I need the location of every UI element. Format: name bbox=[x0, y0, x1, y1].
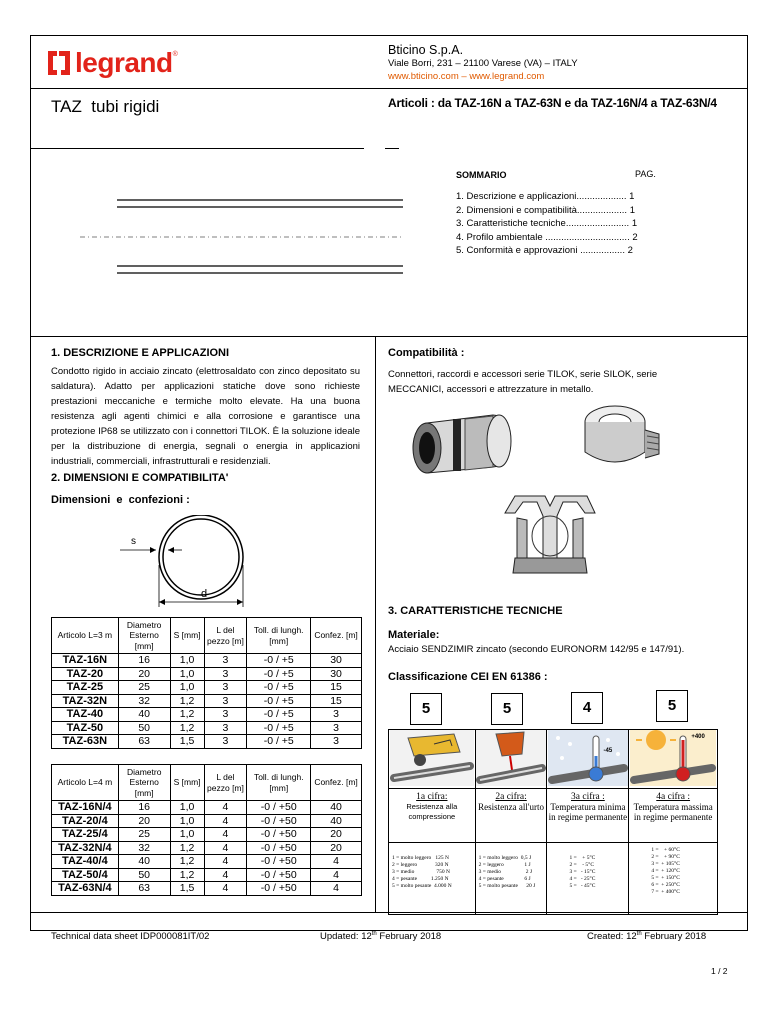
cell: 15 bbox=[311, 694, 362, 708]
clip-image bbox=[495, 488, 605, 583]
footer-updated bbox=[320, 931, 441, 942]
table-row bbox=[52, 801, 362, 815]
pipe-drawing bbox=[75, 195, 405, 275]
cell: -0 / +5 bbox=[247, 735, 311, 749]
col-header: Confez. [m] bbox=[311, 765, 362, 801]
gland-image bbox=[575, 400, 665, 475]
cell: TAZ-63N bbox=[52, 735, 119, 749]
cell: 63 bbox=[118, 735, 170, 749]
cell: 1,2 bbox=[170, 855, 204, 869]
material-body: Acciaio SENDZIMIR zincato (secondo EURONORM 142/95 e 147/91). bbox=[388, 644, 685, 655]
cell: 25 bbox=[118, 828, 170, 842]
digit-desc: Temperatura massima in regime permanente bbox=[633, 802, 713, 822]
updated-date: February 2018 bbox=[376, 931, 442, 943]
section1-title: 1. DESCRIZIONE E APPLICAZIONI bbox=[51, 347, 230, 359]
company-name: Bticino S.p.A. bbox=[388, 43, 464, 57]
website-separator: – bbox=[458, 71, 470, 82]
label-s: s bbox=[131, 536, 136, 547]
section-divider bbox=[30, 336, 748, 337]
section1-body: Condotto rigido in acciaio zincato (elettrosaldato con zinco depositato su saldatura). Adatto per applicazioni statiche dove sono richieste prestazioni meccaniche e termiche molto elevate. Ha una buona resistenza agli agenti chimici e alla corrosione e garantisce una protezione IP68 se utilizzato con i connettori TILOK. È la soluzione ideale per la distribuzione di energia, segnali o energia in applicazioni industriali, commerciali, infrastrutturali e residenziali. bbox=[51, 366, 360, 467]
digit-cell bbox=[629, 789, 718, 843]
articles-range: Articoli : da TAZ-16N a TAZ-63N e da TAZ-16N/4 a TAZ-63N/4 bbox=[388, 96, 717, 110]
digit-name: 3a cifra : bbox=[571, 792, 605, 802]
cell: TAZ-25 bbox=[52, 681, 119, 695]
table-3m bbox=[51, 617, 362, 749]
cell: 20 bbox=[311, 828, 362, 842]
table-row bbox=[52, 654, 362, 668]
cell: 16 bbox=[118, 654, 170, 668]
title-underline-2 bbox=[385, 148, 399, 149]
cell: 63 bbox=[118, 882, 170, 896]
col-header: Diametro Esterno [mm] bbox=[118, 765, 170, 801]
cell: TAZ-32N bbox=[52, 694, 119, 708]
cell: 4 bbox=[204, 841, 247, 855]
column-divider bbox=[375, 336, 376, 912]
cell: 32 bbox=[118, 694, 170, 708]
cell: 1,5 bbox=[170, 735, 204, 749]
cell: 3 bbox=[311, 721, 362, 735]
scale-min-temp: 1 = + 5°C 2 = - 5°C 3 = - 15°C 4 = - 25°C 5 = - 45°C bbox=[547, 843, 629, 915]
table-header-row bbox=[52, 618, 362, 654]
table-header-row bbox=[52, 765, 362, 801]
digit-desc: Resistenza all'urto bbox=[478, 802, 544, 812]
websites bbox=[388, 71, 544, 82]
cell: 3 bbox=[204, 708, 247, 722]
cell: TAZ-16N bbox=[52, 654, 119, 668]
table-row bbox=[52, 855, 362, 869]
scale-impact: 1 = molto leggero 0,5 J 2 = leggero 1 J 3 = medio 2 J 4 = pesante 6 J 5 = molto pesante 20 J bbox=[475, 843, 547, 915]
page-number: 1 / 2 bbox=[711, 966, 728, 976]
digit-cell bbox=[389, 789, 476, 843]
cell: 1,0 bbox=[170, 814, 204, 828]
cell: 4 bbox=[311, 855, 362, 869]
compat-body: Connettori, raccordi e accessori serie TILOK, serie SILOK, serie MECCANICI, accessori e attrezzature in metallo. bbox=[388, 369, 658, 395]
cell: 3 bbox=[204, 654, 247, 668]
table-row bbox=[52, 828, 362, 842]
summary-item[interactable]: 2. Dimensioni e compatibilità................... 1 bbox=[456, 204, 635, 216]
cell: 1,0 bbox=[170, 828, 204, 842]
footer-created bbox=[587, 931, 706, 942]
table-row bbox=[52, 882, 362, 896]
cell: 15 bbox=[311, 681, 362, 695]
summary-item[interactable]: 1. Descrizione e applicazioni................... 1 bbox=[456, 191, 635, 202]
website-legrand[interactable]: www.legrand.com bbox=[469, 71, 545, 82]
cell: 3 bbox=[204, 694, 247, 708]
cell: 30 bbox=[311, 667, 362, 681]
col-header: Toll. di lungh. [mm] bbox=[247, 618, 311, 654]
col-header: L del pezzo [m] bbox=[204, 618, 247, 654]
low-temp-cell bbox=[547, 730, 629, 789]
created-text: Created: 12 bbox=[587, 931, 637, 943]
company-address: Viale Borri, 231 – 21100 Varese (VA) – ITALY bbox=[388, 58, 578, 69]
scale-max-temp: 1 = + 60°C 2 = + 90°C 3 = + 105°C 4 = + 120°C 5 = + 150°C 6 = + 250°C 7 = + 400°C bbox=[629, 843, 718, 915]
summary-pag: PAG. bbox=[635, 169, 656, 179]
section2-title: 2. DIMENSIONI E COMPATIBILITA' bbox=[51, 472, 229, 484]
cell: 50 bbox=[118, 721, 170, 735]
cell: 4 bbox=[204, 882, 247, 896]
cell: 40 bbox=[118, 708, 170, 722]
label-d: d bbox=[201, 588, 208, 600]
summary-item[interactable]: 4. Profilo ambientale ................................ 2 bbox=[456, 231, 638, 243]
cell: 4 bbox=[204, 801, 247, 815]
digit-cell bbox=[547, 789, 629, 843]
cell: 20 bbox=[118, 814, 170, 828]
digit-name: 4a cifra : bbox=[656, 792, 691, 802]
cell: 20 bbox=[118, 667, 170, 681]
footer-sheet: Technical data sheet IDP000081IT/02 bbox=[51, 931, 210, 942]
col-header: Articolo L=3 m bbox=[52, 618, 119, 654]
table-row bbox=[52, 868, 362, 882]
scales-row bbox=[389, 843, 718, 915]
temp-low-label: -45 bbox=[603, 748, 613, 754]
updated-text: Updated: 12 bbox=[320, 931, 372, 943]
cell: 1,2 bbox=[170, 841, 204, 855]
cell: TAZ-32N/4 bbox=[52, 841, 119, 855]
cell: 20 bbox=[311, 841, 362, 855]
cell: -0 / +5 bbox=[247, 667, 311, 681]
cell: 1,0 bbox=[170, 654, 204, 668]
material-title: Materiale: bbox=[388, 629, 440, 641]
cell: 1,0 bbox=[170, 667, 204, 681]
website-bticino[interactable]: www.bticino.com bbox=[388, 71, 459, 82]
cell: 16 bbox=[118, 801, 170, 815]
cell: 1,0 bbox=[170, 801, 204, 815]
cell: -0 / +5 bbox=[247, 708, 311, 722]
cell: 40 bbox=[118, 855, 170, 869]
cell: 50 bbox=[118, 868, 170, 882]
table-row bbox=[52, 667, 362, 681]
cell: 30 bbox=[311, 654, 362, 668]
cell: -0 / +50 bbox=[247, 828, 311, 842]
col-header: Diametro Esterno [mm] bbox=[118, 618, 170, 654]
thermometer-cold-icon bbox=[548, 730, 628, 786]
pipe-section-drawing bbox=[100, 515, 260, 610]
summary-title: SOMMARIO bbox=[456, 170, 507, 180]
col-header: S [mm] bbox=[170, 618, 204, 654]
cell: -0 / +5 bbox=[247, 681, 311, 695]
cell: -0 / +5 bbox=[247, 721, 311, 735]
cell: 3 bbox=[204, 721, 247, 735]
cell: -0 / +50 bbox=[247, 814, 311, 828]
cell: 4 bbox=[311, 882, 362, 896]
cell: -0 / +50 bbox=[247, 868, 311, 882]
logo-wordmark: legrand bbox=[75, 47, 173, 78]
cell: -0 / +50 bbox=[247, 841, 311, 855]
title-underline bbox=[30, 148, 364, 149]
cell: TAZ-20 bbox=[52, 667, 119, 681]
digit-cell bbox=[475, 789, 547, 843]
cell: TAZ-50 bbox=[52, 721, 119, 735]
cell: 3 bbox=[204, 735, 247, 749]
table-row bbox=[52, 694, 362, 708]
cell: 3 bbox=[204, 667, 247, 681]
cell: 1,0 bbox=[170, 681, 204, 695]
cell: -0 / +5 bbox=[247, 694, 311, 708]
cell: -0 / +5 bbox=[247, 654, 311, 668]
col-header: S [mm] bbox=[170, 765, 204, 801]
code-digit-4: 5 bbox=[656, 690, 688, 722]
descriptions-row bbox=[389, 789, 718, 843]
col-header: Articolo L=4 m bbox=[52, 765, 119, 801]
digit-desc: Resistenza alla compressione bbox=[406, 802, 458, 821]
code-digit-1: 5 bbox=[410, 693, 442, 725]
cell: 1,5 bbox=[170, 882, 204, 896]
cell: TAZ-20/4 bbox=[52, 814, 119, 828]
header-divider bbox=[30, 88, 748, 89]
cell: 3 bbox=[204, 681, 247, 695]
cell: 1,2 bbox=[170, 868, 204, 882]
created-sup: th bbox=[636, 931, 642, 937]
cell: TAZ-50/4 bbox=[52, 868, 119, 882]
cell: 32 bbox=[118, 841, 170, 855]
col-header: Confez. [m] bbox=[311, 618, 362, 654]
cell: TAZ-40/4 bbox=[52, 855, 119, 869]
impact-cell bbox=[475, 730, 547, 789]
cell: 1,2 bbox=[170, 708, 204, 722]
cell: -0 / +50 bbox=[247, 801, 311, 815]
summary-item[interactable]: 5. Conformità e approvazioni ................. 2 bbox=[456, 245, 633, 256]
cell: 4 bbox=[204, 868, 247, 882]
cell: TAZ-16N/4 bbox=[52, 801, 119, 815]
cell: 3 bbox=[311, 735, 362, 749]
digit-desc: Temperatura minima in regime permanente bbox=[548, 802, 628, 822]
summary-list bbox=[456, 190, 638, 258]
legrand-logo-icon bbox=[48, 51, 70, 75]
scale-compression: 1 = molto leggero 125 N 2 = leggero 320 N 3 = medio 750 N 4 = pesante 1.250 N 5 = molto pesante 4.000 N bbox=[389, 843, 476, 915]
cell: 40 bbox=[311, 801, 362, 815]
footer-divider bbox=[30, 912, 748, 913]
cell: 4 bbox=[204, 814, 247, 828]
section2-subtitle: Dimensioni e confezioni : bbox=[51, 494, 190, 506]
coupling-image bbox=[405, 405, 525, 480]
table-4m bbox=[51, 764, 362, 896]
table-row bbox=[52, 735, 362, 749]
table-row bbox=[52, 814, 362, 828]
cell: TAZ-25/4 bbox=[52, 828, 119, 842]
icons-row bbox=[389, 730, 718, 789]
updated-sup: th bbox=[371, 931, 377, 937]
logo: legrand ® bbox=[48, 48, 178, 78]
classification-title: Classificazione CEI EN 61386 : bbox=[388, 671, 548, 683]
cell: 4 bbox=[311, 868, 362, 882]
cell: 4 bbox=[204, 828, 247, 842]
code-digit-3: 4 bbox=[571, 692, 603, 724]
table-row bbox=[52, 721, 362, 735]
impact-icon bbox=[476, 730, 546, 786]
cell: 1,2 bbox=[170, 694, 204, 708]
cell: 1,2 bbox=[170, 721, 204, 735]
compression-cell bbox=[389, 730, 476, 789]
section3-title: 3. CARATTERISTICHE TECNICHE bbox=[388, 605, 563, 617]
compression-icon bbox=[390, 730, 474, 786]
cell: TAZ-40 bbox=[52, 708, 119, 722]
product-title: TAZ tubi rigidi bbox=[51, 97, 160, 116]
cell: 40 bbox=[311, 814, 362, 828]
code-digit-2: 5 bbox=[491, 693, 523, 725]
cell: -0 / +50 bbox=[247, 855, 311, 869]
col-header: L del pezzo [m] bbox=[204, 765, 247, 801]
created-date: February 2018 bbox=[641, 931, 707, 943]
temp-high-label: +400 bbox=[691, 734, 705, 740]
cell: 4 bbox=[204, 855, 247, 869]
cell: -0 / +50 bbox=[247, 882, 311, 896]
table-row bbox=[52, 841, 362, 855]
table-row bbox=[52, 708, 362, 722]
table-row bbox=[52, 681, 362, 695]
classification-table bbox=[388, 729, 718, 915]
digit-name: 1a cifra: bbox=[416, 792, 448, 802]
compat-title: Compatibilità : bbox=[388, 347, 465, 359]
cell: TAZ-63N/4 bbox=[52, 882, 119, 896]
summary-item[interactable]: 3. Caratteristiche tecniche........................ 1 bbox=[456, 218, 638, 229]
cell: 3 bbox=[311, 708, 362, 722]
digit-name: 2a cifra: bbox=[495, 792, 527, 802]
col-header: Toll. di lungh. [mm] bbox=[247, 765, 311, 801]
cell: 25 bbox=[118, 681, 170, 695]
high-temp-cell bbox=[629, 730, 718, 789]
